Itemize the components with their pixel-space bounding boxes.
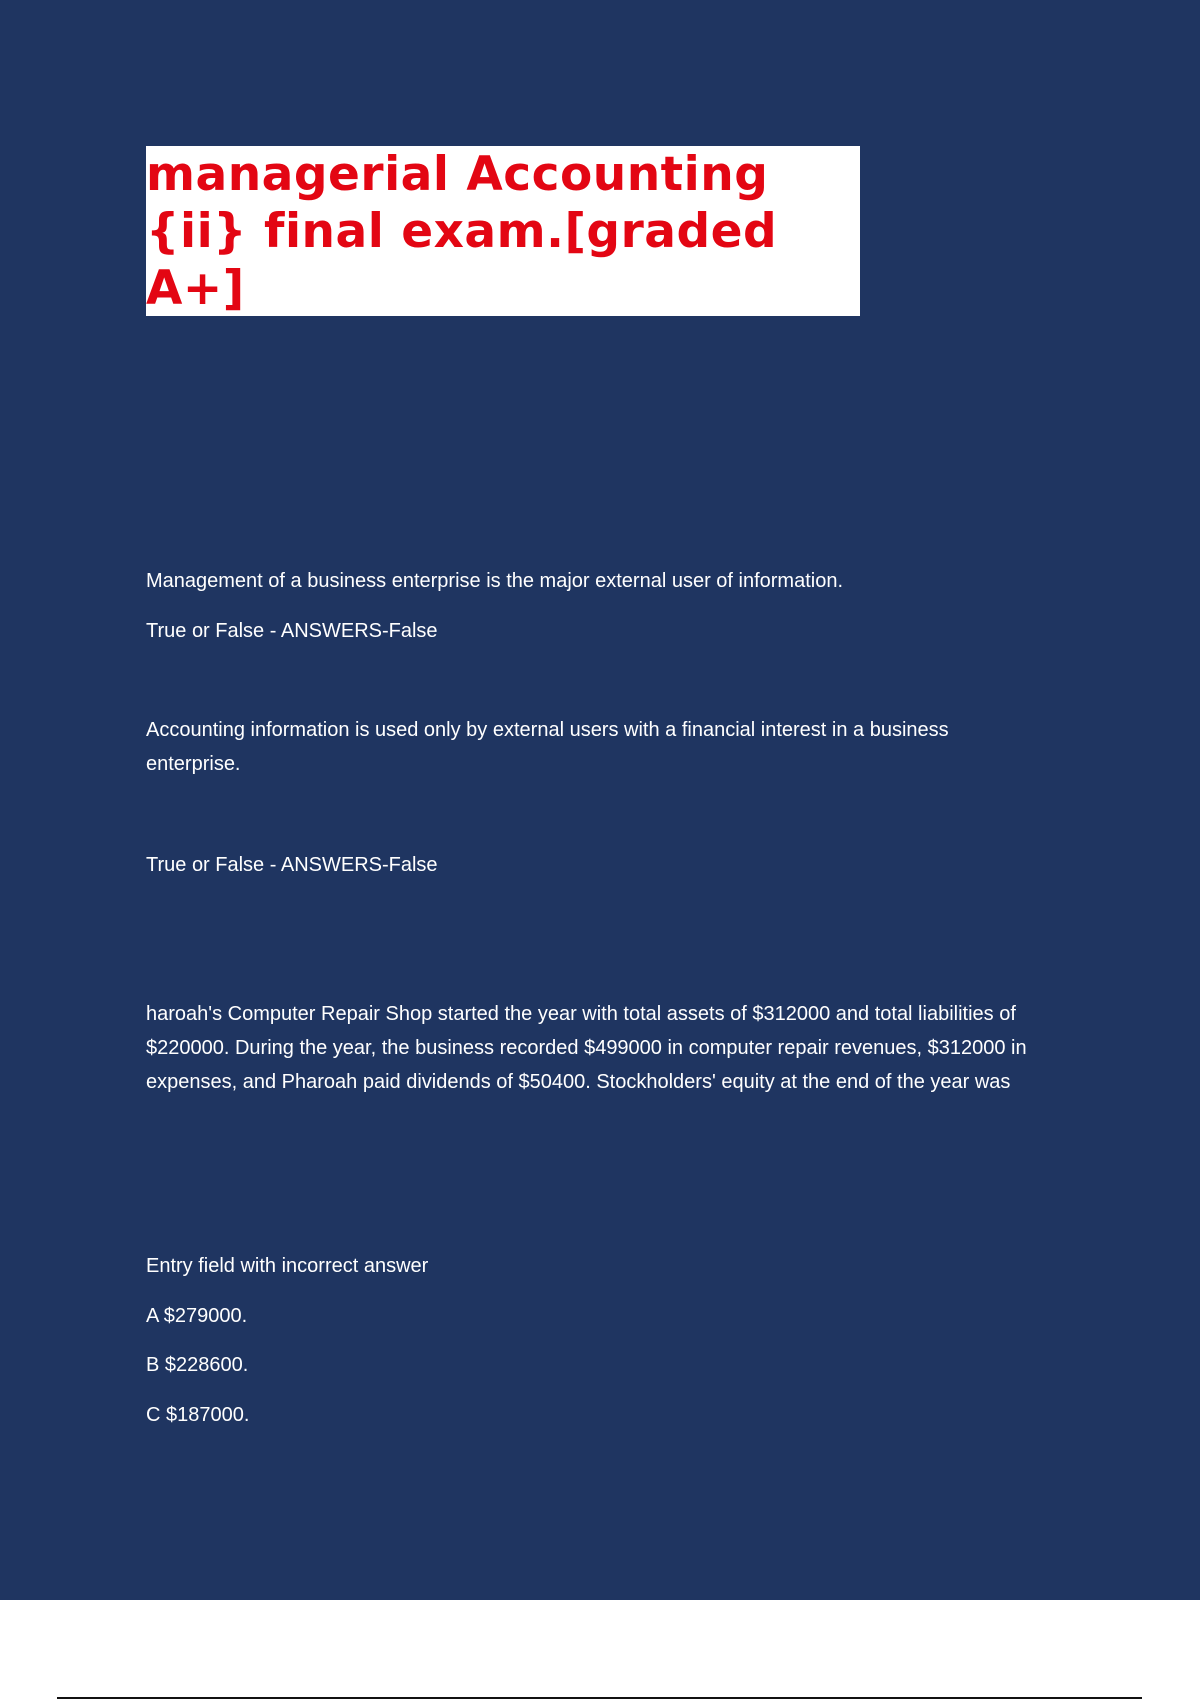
question-3-option-a: A $279000. xyxy=(146,1305,248,1327)
bottom-divider xyxy=(57,1697,1142,1699)
question-3-entry-field: Entry field with incorrect answer xyxy=(146,1255,429,1277)
question-3-option-b: B $228600. xyxy=(146,1354,249,1376)
document-title: managerial Accounting {ii} final exam.[graded A+] xyxy=(146,147,778,316)
question-3-text: haroah's Computer Repair Shop started the year with total assets of $312000 and total liabilities of $220000. During the year, the business recorded $499000 in computer repair revenues, $312000 in expenses, and Pharoah paid dividends of $50400. Stockholders' equity at the end of the year was xyxy=(146,1003,1027,1093)
question-1-answer: True or False - ANSWERS-False xyxy=(146,620,438,642)
question-1-text: Management of a business enterprise is the major external user of information. xyxy=(146,570,844,592)
question-3-option-c: C $187000. xyxy=(146,1404,250,1426)
title-box xyxy=(146,146,860,316)
question-2-answer: True or False - ANSWERS-False xyxy=(146,854,438,876)
question-2-text: Accounting information is used only by external users with a financial interest in a business enterprise. xyxy=(146,719,949,775)
